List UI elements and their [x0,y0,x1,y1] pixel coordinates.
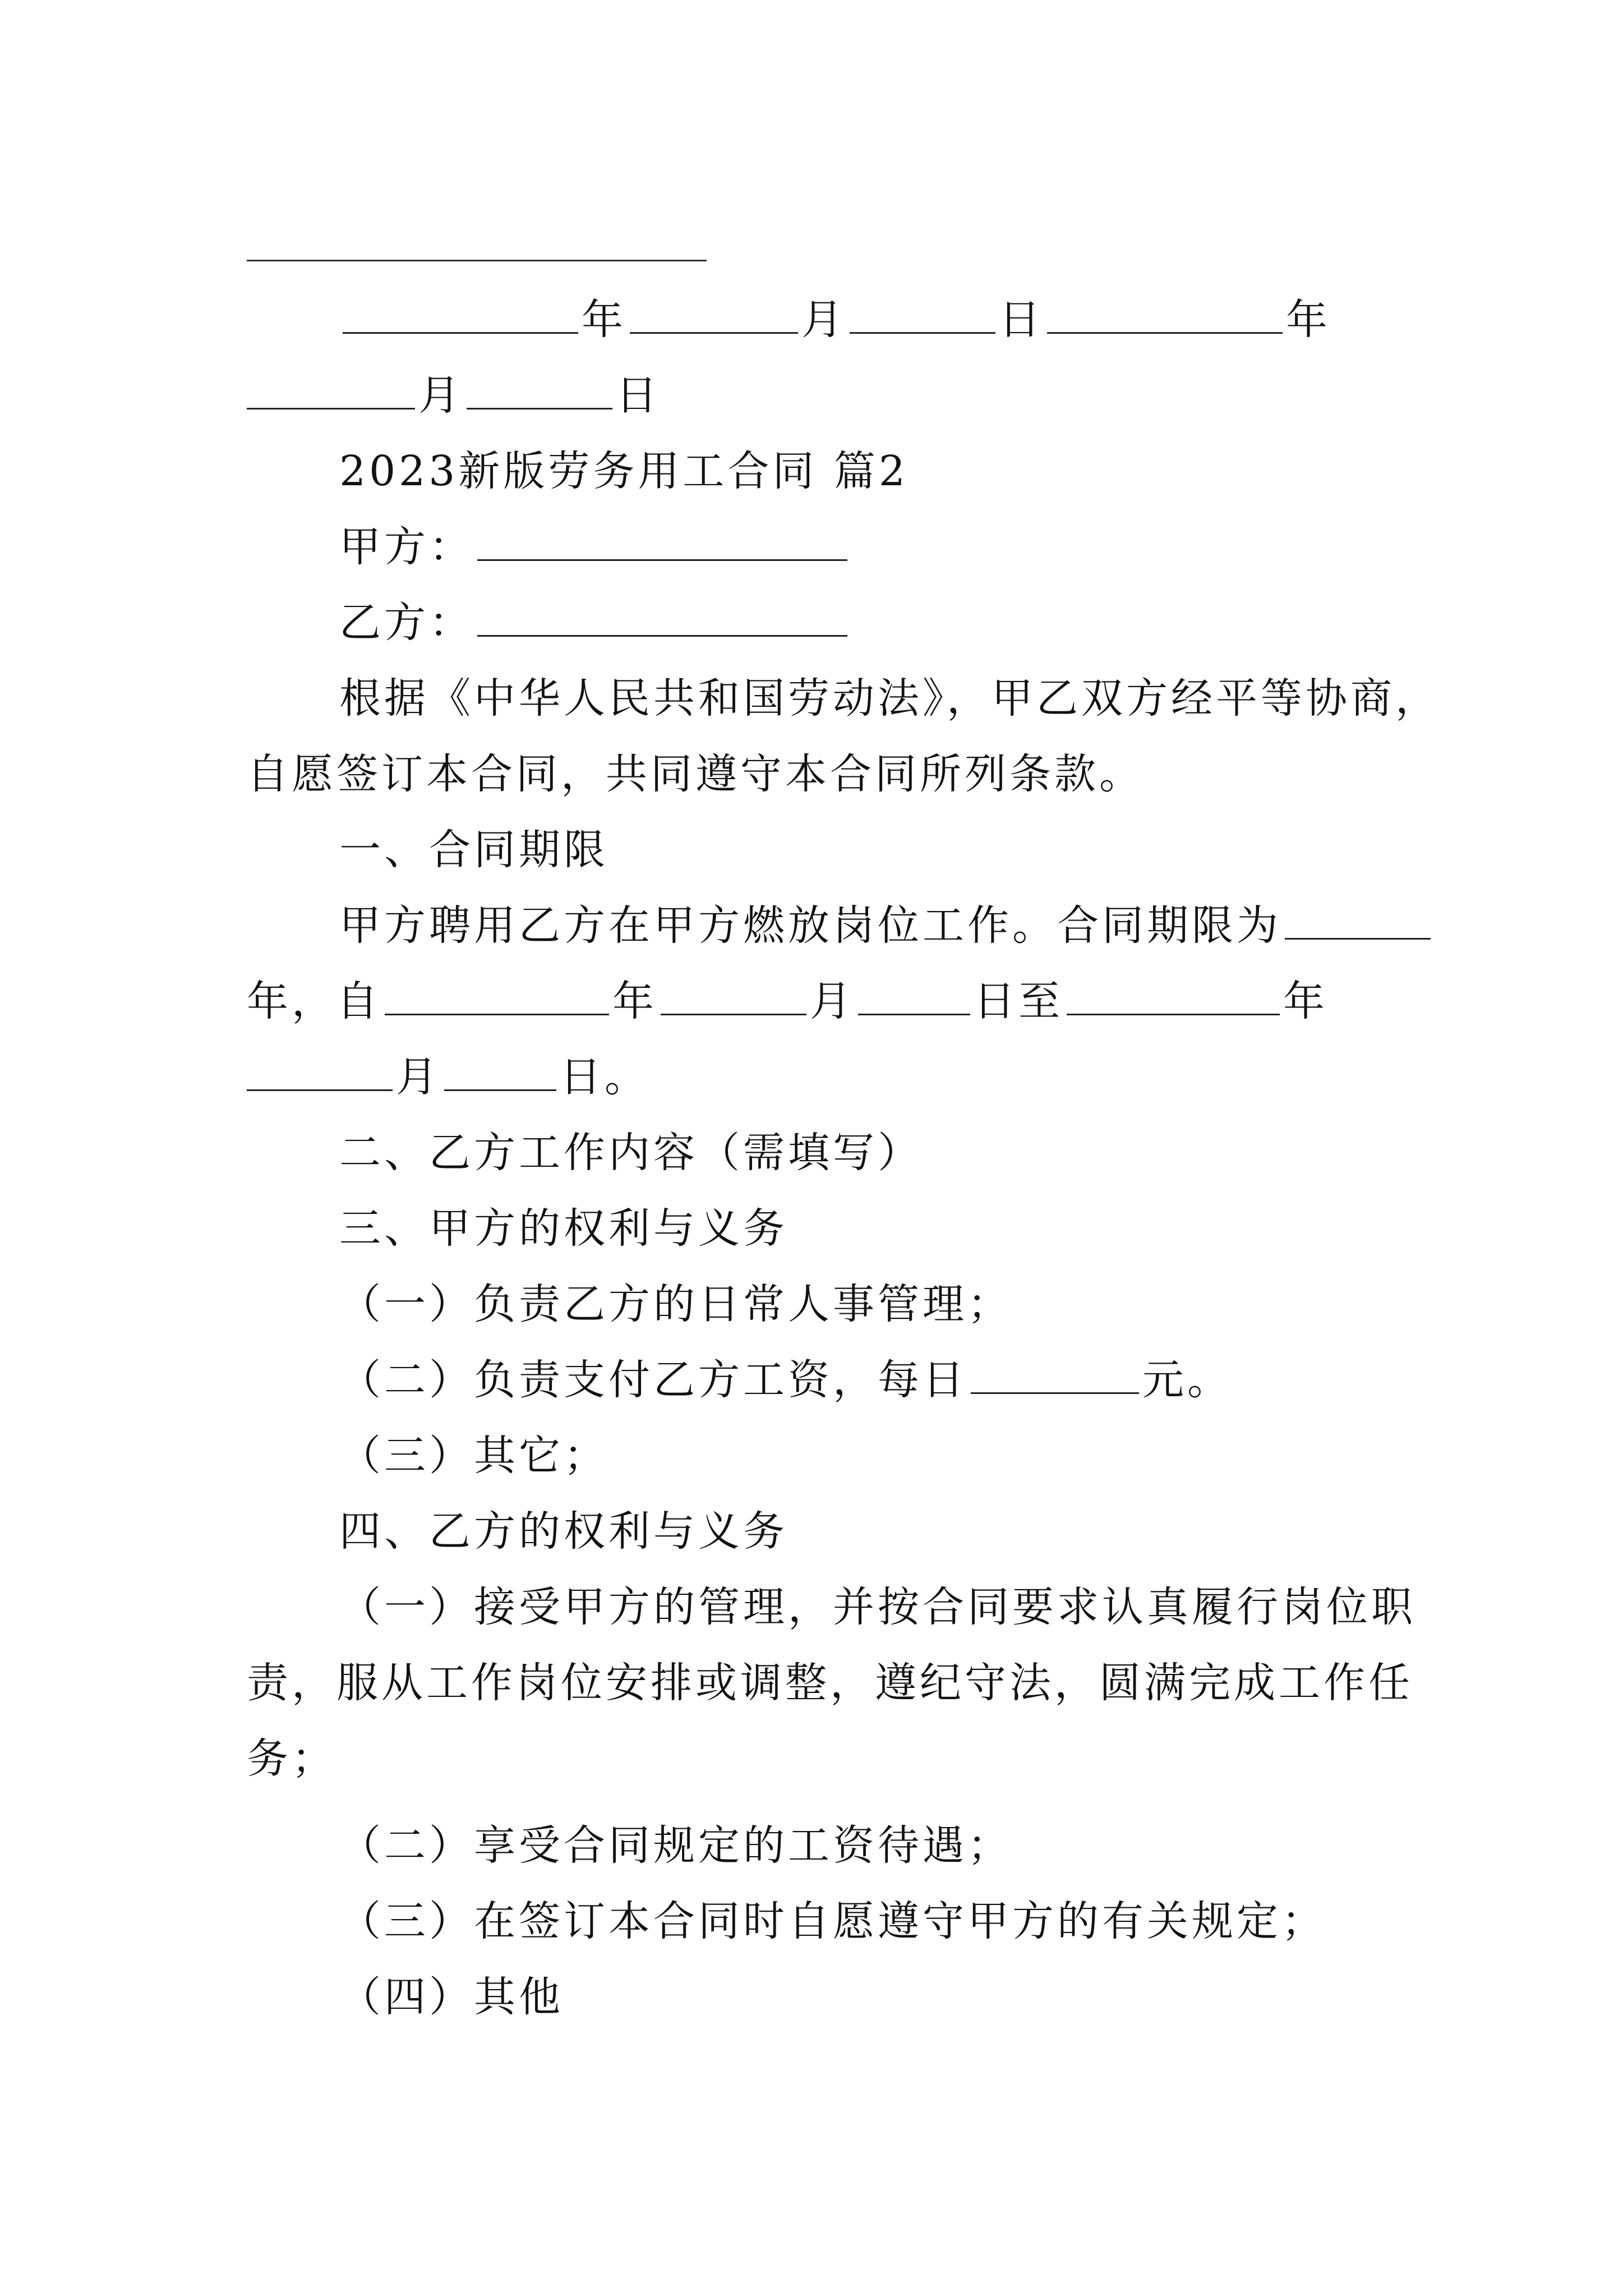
intro-line: 根据《中华人民共和国劳动法》，甲乙双方经平等协商， [339,674,1440,723]
blank-day-1[interactable] [850,293,995,334]
contract-title: 2023新版劳务用工合同 篇2 [339,447,909,495]
month-label: 月 [810,977,855,1025]
currency-label: 元。 [1142,1356,1232,1404]
date-line-2 [247,367,1385,424]
section-heading: 三、甲方的权利与义务 [339,1204,788,1253]
day-label: 日 [616,371,661,420]
blank-month-2[interactable] [247,369,415,409]
section-heading: 一、合同期限 [339,826,608,874]
blank-day-2[interactable] [467,369,612,409]
party-b-blank[interactable] [477,596,847,637]
blank-daily-wage[interactable] [971,1353,1139,1394]
blank-month-1[interactable] [630,293,798,334]
clause-item: （一）负责乙方的日常人事管理； [339,1280,1012,1328]
year-label: 年 [612,977,657,1025]
blank-start-month[interactable] [661,974,806,1015]
term-line-3 [247,1049,1385,1105]
term-line-1 [339,898,1478,954]
clause-item [339,1352,1478,1408]
term-text: 年，自 [247,977,381,1025]
section-heading: 二、乙方工作内容（需填写） [339,1129,923,1177]
month-label: 月 [396,1053,441,1101]
day-label: 日。 [560,1053,649,1101]
party-a-line [339,519,1478,575]
clause-item: 责，服从工作岗位安排或调整，遵纪守法，圆满完成工作任 [247,1659,1413,1707]
year-label: 年 [1286,296,1331,344]
term-text: 甲方聘用乙方在甲方燃放岗位工作。合同期限为 [339,901,1281,950]
clause-item: （三）在签订本合同时自愿遵守甲方的有关规定； [339,1897,1326,1945]
date-line-1 [339,292,1478,348]
clause-item: （三）其它； [339,1432,608,1480]
party-a-label: 甲方： [339,523,474,571]
blank-start-day[interactable] [858,974,970,1015]
clause-item: （二）享受合同规定的工资待遇； [339,1821,1012,1870]
clause-item: 务； [247,1734,336,1783]
day-label: 日 [999,296,1044,344]
day-label: 日至 [974,977,1063,1025]
wage-text: （二）负责支付乙方工资，每日 [339,1356,967,1404]
blank-end-day[interactable] [444,1050,556,1091]
blank-start-year[interactable] [385,974,609,1015]
top-blank-line [247,260,707,261]
year-label: 年 [582,296,626,344]
blank-year-1[interactable] [343,293,578,334]
blank-end-year[interactable] [1067,974,1280,1015]
section-heading: 四、乙方的权利与义务 [339,1507,788,1556]
blank-end-month[interactable] [247,1050,393,1091]
party-b-line [339,595,1478,651]
party-a-blank[interactable] [477,520,847,561]
blank-year-2[interactable] [1047,293,1283,334]
intro-line: 自愿签订本合同，共同遵守本合同所列条款。 [247,750,1144,798]
term-line-2 [247,973,1385,1029]
clause-item: （四）其他 [339,1973,564,2021]
month-label: 月 [801,296,846,344]
party-b-label: 乙方： [339,599,474,647]
month-label: 月 [418,371,463,420]
blank-years[interactable] [1285,899,1431,940]
year-label: 年 [1283,977,1328,1025]
clause-item: （一）接受甲方的管理，并按合同要求认真履行岗位职 [339,1583,1416,1631]
